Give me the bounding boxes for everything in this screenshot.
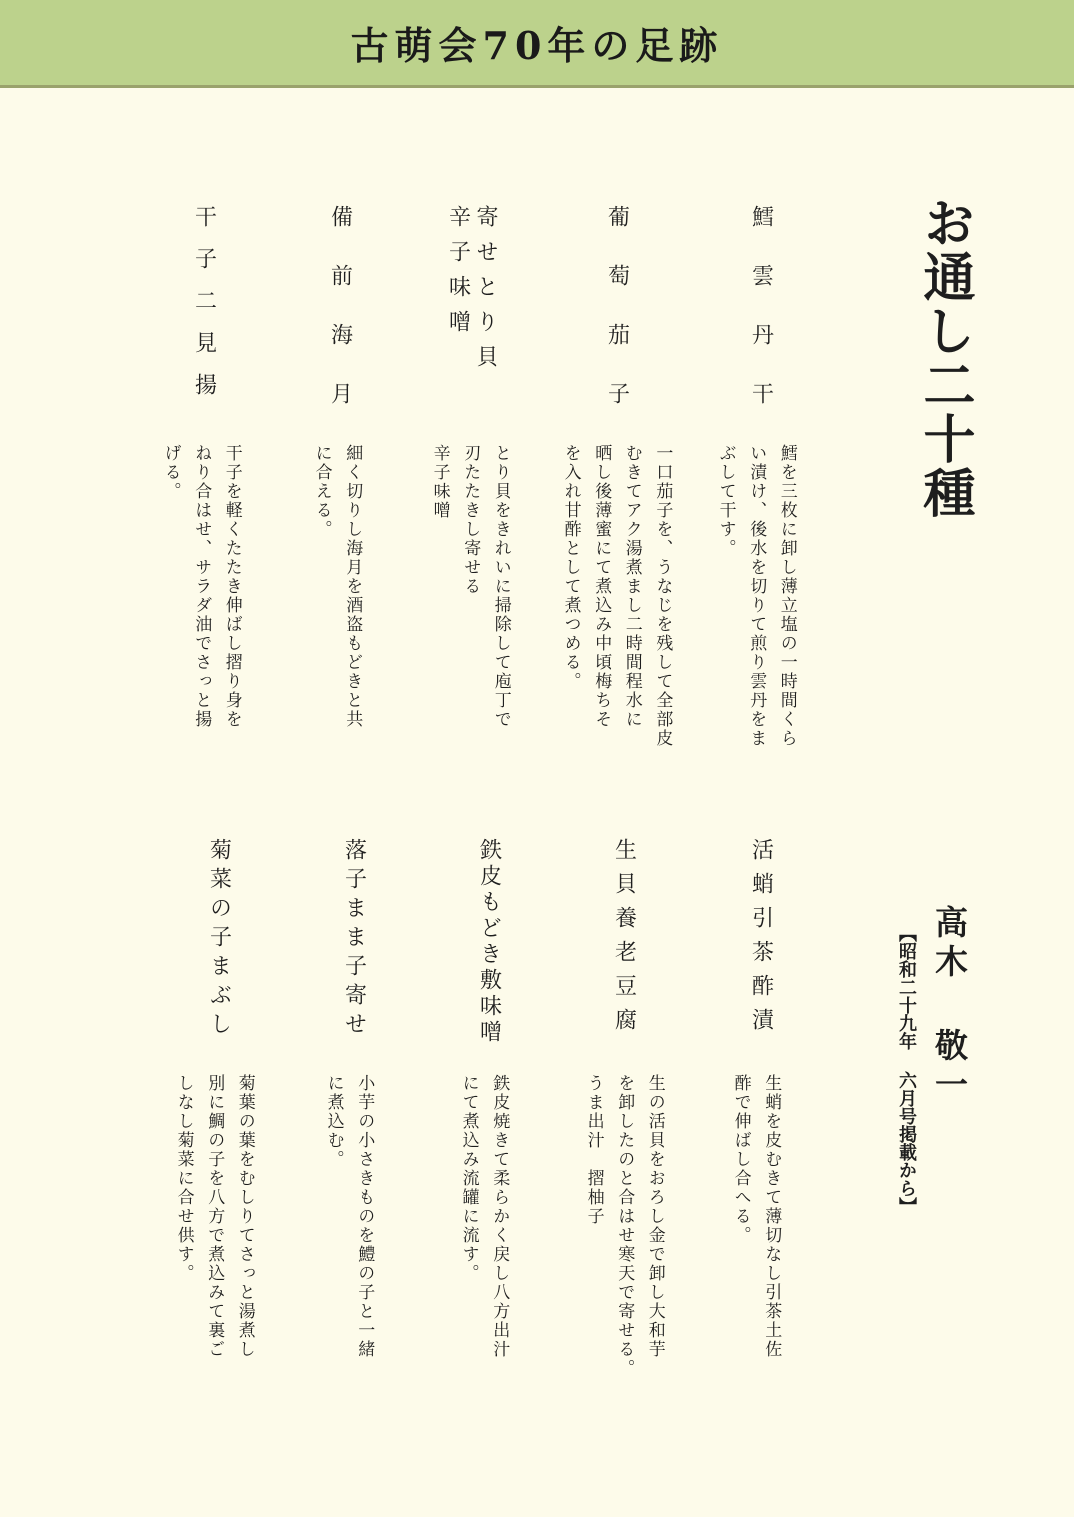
page-header bbox=[0, 0, 1074, 88]
dish-name: 葡萄茄子 bbox=[604, 205, 630, 441]
dish-name: 鱈雲丹干 bbox=[748, 205, 774, 441]
dish-name: 生貝養老豆腐 bbox=[611, 838, 637, 1042]
dish-description: 菊葉の葉をむしりてさっと湯煮し 別に鯛の子を八方で煮込みて裏ご しなし菊菜に合せ供す。 bbox=[173, 1074, 255, 1359]
dish-description: 鉄皮焼きて柔らかく戻し八方出汁 にて煮込み流罐に流す。 bbox=[458, 1074, 510, 1359]
header-title: 古萌会70年の足跡 bbox=[350, 23, 724, 68]
author-name: 高木 敬一 bbox=[930, 905, 969, 1106]
dish-name: 鉄皮もどき敷味噌 bbox=[476, 838, 502, 1046]
dish-name: 活蛸引茶酢漬 bbox=[748, 838, 774, 1042]
dish-description: とり貝をきれいに掃除して庖丁で 刃たたきし寄せる 辛子味噌 bbox=[429, 444, 511, 729]
article-title: お通し二十種 bbox=[914, 196, 975, 520]
source-note: 【昭和二十九年 六月号掲載から】 bbox=[896, 924, 917, 1215]
dish-description: 小芋の小さきものを鱧の子と一緒 に煮込む。 bbox=[323, 1074, 375, 1359]
dish-description: 生蛸を皮むきて薄切なし引茶土佐 酢で伸ばし合へる。 bbox=[730, 1074, 782, 1359]
dish-name: 落子まま子寄せ bbox=[341, 838, 367, 1041]
dish-name: 菊菜の子まぶし bbox=[206, 838, 232, 1041]
dish-description: 生の活貝をおろし金で卸し大和芋 を卸したのと合はせ寒天で寄せる。 うま出汁 摺柚子 bbox=[583, 1074, 665, 1378]
dish-name: 寄せとり貝 辛子味噌 bbox=[445, 205, 498, 380]
dish-description: 一口茄子を、うなじを残して全部皮 むきてアク湯煮まし二時間程水に 晒し後薄蜜にて煮込み中頃梅ちそ を入れ甘酢として煮つめる。 bbox=[560, 444, 673, 748]
dish-name: 干子二見揚 bbox=[191, 205, 217, 415]
dish-description: 鱈を三枚に卸し薄立塩の一時間くら い漬け、後水を切りて煎り雲丹をま ぶして干す。 bbox=[715, 444, 797, 748]
dish-name: 備前海月 bbox=[327, 205, 353, 441]
dish-description: 干子を軽くたたき伸ばし摺り身を ねり合はせ、サラダ油でさっと揚 げる。 bbox=[160, 444, 242, 729]
dish-description: 細く切りし海月を酒盗もどきと共 に合える。 bbox=[311, 444, 363, 729]
